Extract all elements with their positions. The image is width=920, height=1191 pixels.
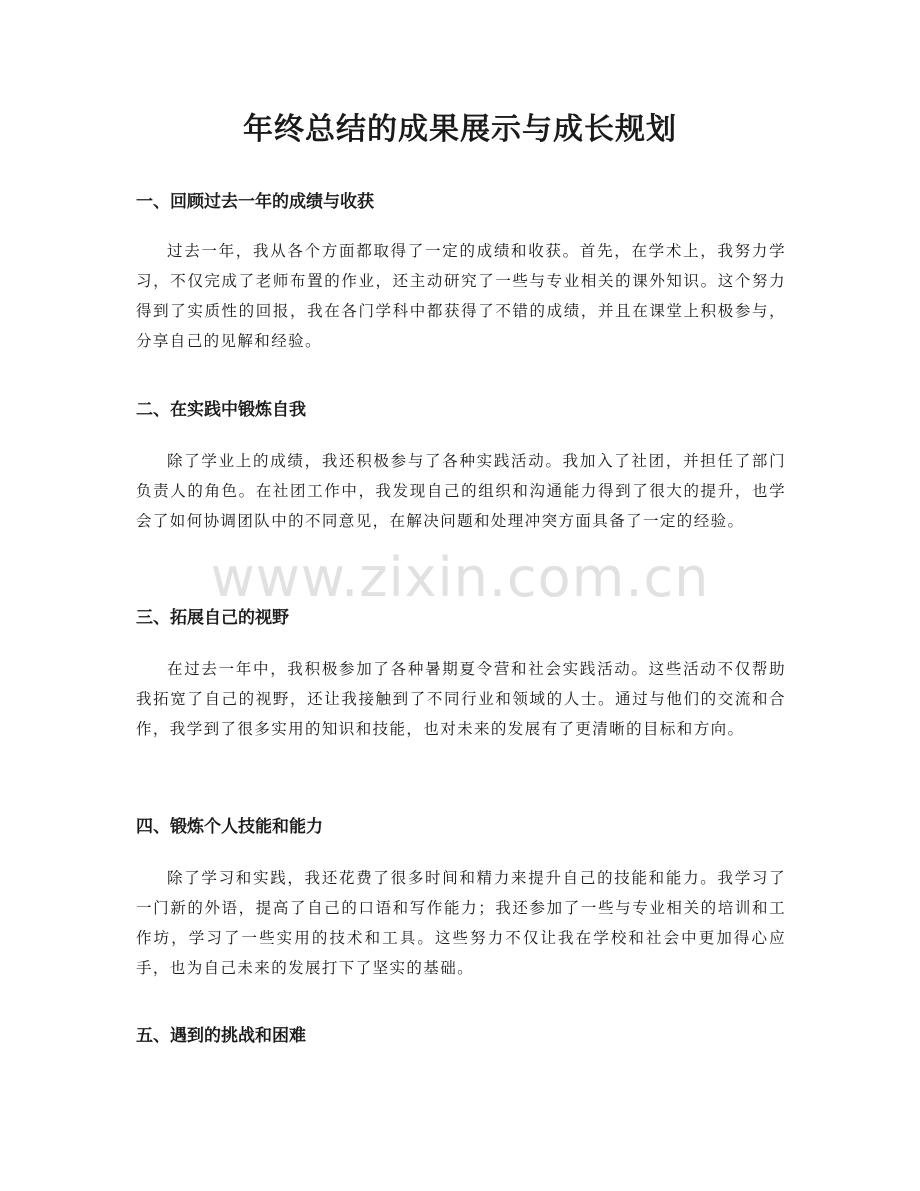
section-heading-4: 四、锻炼个人技能和能力	[136, 817, 323, 837]
section-paragraph-1: 过去一年，我从各个方面都取得了一定的成绩和收获。首先，在学术上，我努力学习，不仅完成了老师布置的作业，还主动研究了一些与专业相关的课外知识。这个努力得到了实质性的回报，我在各门学科中都获得了不错的成绩，并且在课堂上积极参与，分享自己的见解和经验。	[136, 242, 786, 350]
document-title: 年终总结的成果展示与成长规划	[243, 112, 677, 147]
section-heading-1: 一、回顾过去一年的成绩与收获	[136, 192, 374, 212]
section-paragraph-4: 除了学习和实践，我还花费了很多时间和精力来提升自己的技能和能力。我学习了一门新的外语，提高了自己的口语和写作能力；我还参加了一些与专业相关的培训和工作坊，学习了一些实用的技术和工具。这些努力不仅让我在学校和社会中更加得心应手，也为自己未来的发展打下了坚实的基础。	[136, 869, 786, 977]
section-heading-3: 三、拓展自己的视野	[136, 608, 289, 628]
section-paragraph-2: 除了学业上的成绩，我还积极参与了各种实践活动。我加入了社团，并担任了部门负责人的角色。在社团工作中，我发现自己的组织和沟通能力得到了很大的提升，也学会了如何协调团队中的不同意见，在解决问题和处理冲突方面具备了一定的经验。	[136, 452, 786, 530]
section-heading-2: 二、在实践中锻炼自我	[136, 400, 306, 420]
watermark-text: www.zixin.com.cn	[210, 546, 710, 609]
section-paragraph-3: 在过去一年中，我积极参加了各种暑期夏令营和社会实践活动。这些活动不仅帮助我拓宽了自己的视野，还让我接触到了不同行业和领域的人士。通过与他们的交流和合作，我学到了很多实用的知识和技能，也对未来的发展有了更清晰的目标和方向。	[136, 660, 786, 738]
section-heading-5: 五、遇到的挑战和困难	[136, 1026, 306, 1046]
